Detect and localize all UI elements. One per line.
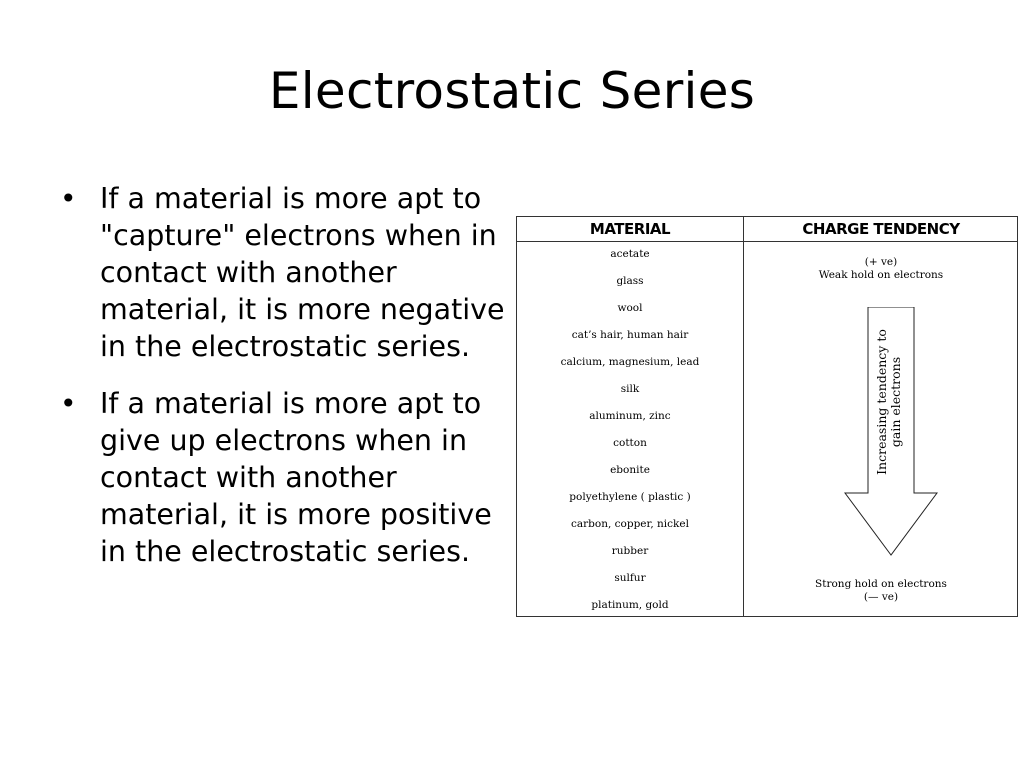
header-material: MATERIAL [589, 220, 671, 238]
positive-sign: (+ ve) [864, 256, 898, 268]
electrostatic-series-table [516, 216, 1018, 617]
material-item: aluminum, zinc [589, 410, 671, 422]
bullet-item [60, 180, 510, 365]
material-item: acetate [610, 248, 650, 260]
material-item: platinum, gold [591, 599, 669, 611]
strong-hold-text: Strong hold on electrons [815, 578, 947, 590]
bullet-text: If a material is more apt to "capture" electrons when in contact with another material, it is more negative in the electrostatic series. [100, 182, 505, 363]
slide-title: Electrostatic Series [268, 62, 756, 120]
material-item: rubber [611, 545, 649, 557]
table-header-row [517, 217, 1017, 242]
arrow-text-line2: gain electrons [888, 356, 903, 448]
bullet-text: If a material is more apt to give up electrons when in contact with another material, it is more positive in the electrostatic series. [100, 387, 492, 568]
arrow-text-line1: Increasing tendency to [874, 329, 889, 475]
material-item: glass [616, 275, 644, 287]
material-item: calcium, magnesium, lead [560, 356, 700, 368]
material-item: ebonite [610, 464, 650, 476]
header-charge-tendency: CHARGE TENDENCY [802, 220, 960, 238]
material-item: carbon, copper, nickel [571, 518, 689, 530]
material-item: cotton [613, 437, 647, 449]
material-item: cat’s hair, human hair [571, 329, 689, 341]
bullet-dot-icon: • [60, 182, 77, 215]
weak-hold-text: Weak hold on electrons [818, 269, 944, 281]
bullet-dot-icon: • [60, 387, 77, 420]
negative-sign: (— ve) [863, 591, 899, 603]
bullet-list [60, 180, 510, 590]
material-item: sulfur [614, 572, 646, 584]
tendency-bottom [743, 578, 1019, 604]
material-item: wool [617, 302, 643, 314]
material-item: polyethylene ( plastic ) [569, 491, 691, 503]
material-item: silk [620, 383, 640, 395]
material-list [517, 247, 743, 625]
tendency-top [743, 256, 1019, 282]
arrow-text [875, 329, 903, 475]
bullet-item [60, 385, 510, 570]
